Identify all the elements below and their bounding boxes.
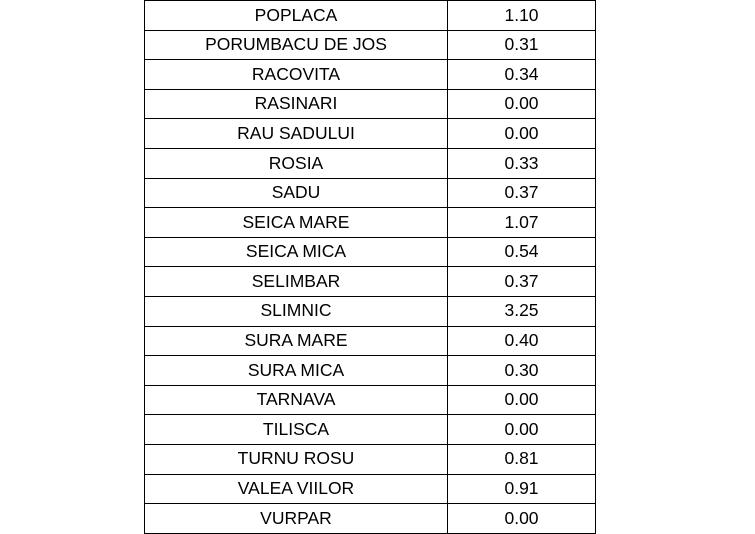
table-row xyxy=(145,444,596,474)
value-cell: 1.10 xyxy=(448,1,596,31)
value-cell: 0.37 xyxy=(448,178,596,208)
table-row xyxy=(145,356,596,386)
table-row xyxy=(145,119,596,149)
value-cell: 0.40 xyxy=(448,326,596,356)
table-row xyxy=(145,178,596,208)
table-row xyxy=(145,208,596,238)
value-cell: 0.00 xyxy=(448,385,596,415)
value-cell: 0.54 xyxy=(448,237,596,267)
locality-name-cell: SURA MARE xyxy=(145,326,448,356)
locality-name-cell: VALEA VIILOR xyxy=(145,474,448,504)
table-row xyxy=(145,148,596,178)
value-cell: 0.81 xyxy=(448,444,596,474)
value-cell: 0.00 xyxy=(448,119,596,149)
locality-name-cell: VURPAR xyxy=(145,504,448,534)
locality-name-cell: RAU SADULUI xyxy=(145,119,448,149)
value-cell: 0.34 xyxy=(448,60,596,90)
value-cell: 0.00 xyxy=(448,89,596,119)
value-cell: 3.25 xyxy=(448,296,596,326)
table-row xyxy=(145,385,596,415)
locality-name-cell: SURA MICA xyxy=(145,356,448,386)
table-row xyxy=(145,504,596,534)
value-cell: 0.33 xyxy=(448,148,596,178)
locality-name-cell: TURNU ROSU xyxy=(145,444,448,474)
value-cell: 0.30 xyxy=(448,356,596,386)
locality-name-cell: POPLACA xyxy=(145,1,448,31)
value-cell: 1.07 xyxy=(448,208,596,238)
locality-name-cell: RACOVITA xyxy=(145,60,448,90)
value-cell: 0.00 xyxy=(448,415,596,445)
value-cell: 0.37 xyxy=(448,267,596,297)
table-row xyxy=(145,237,596,267)
locality-name-cell: RASINARI xyxy=(145,89,448,119)
table-row xyxy=(145,1,596,31)
locality-name-cell: SADU xyxy=(145,178,448,208)
value-cell: 0.91 xyxy=(448,474,596,504)
locality-name-cell: TARNAVA xyxy=(145,385,448,415)
table-row xyxy=(145,267,596,297)
table-body xyxy=(145,1,596,534)
table-row xyxy=(145,89,596,119)
table-row xyxy=(145,296,596,326)
table-row xyxy=(145,30,596,60)
table-row xyxy=(145,326,596,356)
locality-name-cell: SEICA MICA xyxy=(145,237,448,267)
table-row xyxy=(145,415,596,445)
locality-name-cell: SEICA MARE xyxy=(145,208,448,238)
data-table xyxy=(144,0,596,534)
locality-name-cell: PORUMBACU DE JOS xyxy=(145,30,448,60)
value-cell: 0.00 xyxy=(448,504,596,534)
locality-name-cell: ROSIA xyxy=(145,148,448,178)
locality-name-cell: SELIMBAR xyxy=(145,267,448,297)
locality-name-cell: TILISCA xyxy=(145,415,448,445)
data-table-container xyxy=(144,0,595,534)
table-row xyxy=(145,60,596,90)
value-cell: 0.31 xyxy=(448,30,596,60)
locality-name-cell: SLIMNIC xyxy=(145,296,448,326)
table-row xyxy=(145,474,596,504)
